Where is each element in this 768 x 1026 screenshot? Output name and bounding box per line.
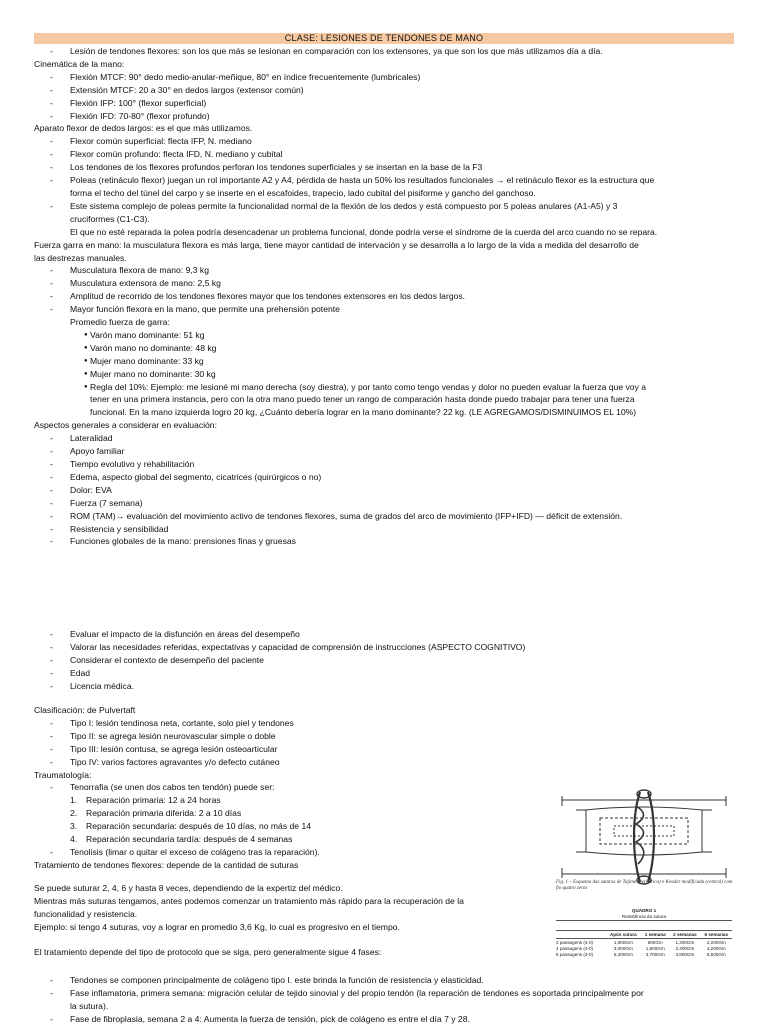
table-cell: 1,200Gm xyxy=(675,939,695,945)
section-heading: Cinemática de la mano: xyxy=(34,58,125,69)
table-cell: 1,800Gm xyxy=(645,945,665,951)
list-item: - Valorar las necesidades referidas, expectativas y capacidad de comprensión de instrucciones (ASPECTO COGNITIVO) xyxy=(34,641,736,654)
tajima-peripheral-suture xyxy=(634,792,654,882)
bullet-item: ● Mujer mano no dominante: 30 kg xyxy=(34,368,736,381)
list-item: - Este sistema complejo de poleas permite la funcionalidad normal de la flexión de los dedos y está compuesto por 5 poleas anulares (A1-A5) y 3 xyxy=(34,200,736,213)
section-heading: Clasificación: de Pulvertaft xyxy=(34,705,136,715)
table-cell: 6,500Gm xyxy=(706,951,726,957)
section-heading: Aparato flexor de dedos largos: es el que más utilizamos. xyxy=(34,123,253,134)
list-item: - Fase de fibroplasia, semana 2 a 4: Aumenta la fuerza de tensión, pick de colágeno es entre el día 7 y 28. xyxy=(34,1013,736,1026)
numbered-item: 4. Reparación secundaria tardía: después de 4 semanas xyxy=(70,834,293,845)
list-item: - Poleas (retináculo flexor) juegan un rol importante A2 y A4, pérdida de hasta un 50% los resultados funcionales → el retináculo flexor es la estructura que xyxy=(34,174,736,187)
table-cell: 5,400Gm xyxy=(613,951,633,957)
list-item: - Considerar el contexto de desempeño del paciente xyxy=(34,654,736,667)
section-heading: Aspectos generales a considerar en evaluación: xyxy=(34,420,217,431)
table-cell: 4 passagens (4-0) xyxy=(556,945,594,951)
paragraph: Se puede suturar 2, 4, 6 y hasta 8 veces, dependiendo de la expertiz del médico. xyxy=(34,883,343,893)
paragraph: El que no esté reparada la polea podría desencadenar un problema funcional, donde podría verse el síndrome de la cuerda del arco cuando no se repara. xyxy=(70,226,658,237)
section-evaluation xyxy=(34,628,736,693)
table-row xyxy=(556,951,732,957)
list-item: - Tendones se componen principalmente de colágeno tipo I. este brinda la función de resistencia y elasticidad. xyxy=(34,974,736,987)
table-cell: 1,000Gm xyxy=(613,939,633,945)
list-item-continuation: cruciformes (C1-C3). xyxy=(70,213,150,224)
table-header-cell: 6 semanas xyxy=(701,931,732,939)
table-header-cell: 1 semana xyxy=(641,931,669,939)
section-flexor-overview xyxy=(34,45,736,548)
bullet-continuation: funcional. En la mano izquierda logro 20 kg, ¿Cuánto debería lograr en la mano dominante? 22 kg. (LE AGREGAMOS/DISMINUIMOS EL 10%) xyxy=(90,407,637,418)
list-item: - Flexión IFD: 70-80° (flexor profundo) xyxy=(34,110,736,123)
paragraph: funcionalidad y resistencia. xyxy=(34,908,138,919)
table-cell: 4,200Gm xyxy=(706,945,726,951)
table-header-cell xyxy=(556,931,605,939)
list-item: - Tipo III: lesión contusa, se agrega lesión osteoarticular xyxy=(34,743,736,756)
document-title: CLASE: LESIONES DE TENDONES DE MANO xyxy=(34,33,734,44)
table-title: QUADRO 1 xyxy=(631,908,657,913)
paragraph: las destrezas manuales. xyxy=(34,252,127,263)
list-item: - Flexión MTCF: 90° dedo medio-anular-meñique, 80° en índice frecuentemente (lumbricales) xyxy=(34,71,736,84)
section-sutures xyxy=(34,882,548,959)
list-item: - Licencia médica. xyxy=(34,680,736,693)
bullet-item: ● Varón mano no dominante: 48 kg xyxy=(34,342,736,355)
list-item: - Tipo I: lesión tendinosa neta, cortante, solo piel y tendones xyxy=(34,717,736,730)
list-item: - Edema, aspecto global del segmento, cicatrices (quirúrgicos o no) xyxy=(34,471,736,484)
numbered-item: 3. Reparación secundaria: después de 10 días, no más de 14 xyxy=(70,821,312,832)
list-item: - Edad xyxy=(34,667,736,680)
table-cell: 900Gm xyxy=(647,939,663,945)
list-item: - Flexión IFP: 100° (flexor superficial) xyxy=(34,97,736,110)
list-item: - Fuerza (7 semana) xyxy=(34,497,736,510)
paragraph: Mientras más suturas tengamos, antes podemos comenzar un tratamiento más rápido para la recuperación de la xyxy=(34,895,464,906)
list-item-continuation: Promedio fuerza de garra: xyxy=(70,317,170,328)
table-cell: 3,600Gm xyxy=(675,951,695,957)
list-item: - Los tendones de los flexores profundos perforan los tendones superficiales y se insertan en la base de la F3 xyxy=(34,161,736,174)
table-cell: 2,200Gm xyxy=(706,939,726,945)
table-header-cell: 2 semanas xyxy=(669,931,700,939)
kessler-core-suture xyxy=(600,818,688,844)
suture-diagram xyxy=(556,786,732,888)
list-item: - Apoyo familiar xyxy=(34,445,736,458)
list-item: - Musculatura extensora de mano: 2,5 kg xyxy=(34,277,736,290)
list-item: - Tipo IV: varios factores agravantes y/o defecto cutáneo xyxy=(34,756,736,769)
section-phases xyxy=(34,974,736,1026)
table-cell: 3,000Gm xyxy=(613,945,633,951)
numbered-item: 2. Reparación primaria diferida: 2 a 10 días xyxy=(70,808,242,819)
table-cell: 2,400Gm xyxy=(675,945,695,951)
list-item: - Fase inflamatoria, primera semana: migración celular de tejido sinovial y del propio tendón (la reparación de tendones es soportada principalmente por xyxy=(34,987,736,1000)
list-item: - Dolor: EVA xyxy=(34,484,736,497)
bullet-continuation: tener en una primera instancia, pero con la otra mano puedo tener un rango de comparación hasta donde puedo trabajar para tener una fuerza xyxy=(90,394,635,405)
numbered-item: 1. Reparación primaria: 12 a 24 horas xyxy=(70,795,221,806)
list-item: - Lateralidad xyxy=(34,432,736,445)
table-subtitle: Resistência da sutura xyxy=(556,914,732,921)
suture-strength-table xyxy=(556,908,732,957)
list-item: - Tipo II: se agrega lesión neurovascular simple o doble xyxy=(34,730,736,743)
paragraph: El tratamiento depende del tipo de protocolo que se siga, pero generalmente sigue 4 fases: xyxy=(34,946,382,957)
table-cell: 3,700Gm xyxy=(645,951,665,957)
paragraph: Ejemplo: si tengo 4 suturas, voy a lograr en promedio 3,6 Kg, lo cual es progresivo en el tiempo. xyxy=(34,921,400,932)
list-item: - ROM (TAM)→ evaluación del movimiento activo de tendones flexores, suma de grados del arco de movimiento (IFP+IFD) — déficit de extensión. xyxy=(34,510,736,523)
bullet-item: ● Regla del 10%: Ejemplo: me lesioné mi mano derecha (soy diestra), y por tanto como tengo vendas y dolor no pueden evaluar la fuerza que voy a xyxy=(34,381,736,394)
list-item: - Resistencia y sensibilidad xyxy=(34,523,736,536)
list-item: - Lesión de tendones flexores: son los que más se lesionan en comparación con los extensores, ya que son los que más utilizamos día a día. xyxy=(34,45,736,58)
list-item: - Amplitud de recorrido de los tendones flexores mayor que los tendones extensores en los dedos largos. xyxy=(34,290,736,303)
table-cell: 2 passagens (4-0) xyxy=(556,939,594,945)
list-item: - Tenolisis (limar o quitar el exceso de colágeno tras la reparación). xyxy=(34,846,736,859)
list-item: - Mayor función flexora en la mano, que permite una prehensión potente xyxy=(34,303,736,316)
list-item: - Flexor común profundo: flecta IFD, N. mediano y cubital xyxy=(34,148,736,161)
section-heading: Traumatología: xyxy=(34,769,92,780)
list-item: - Flexor común superficial: flecta IFP, N. mediano xyxy=(34,135,736,148)
list-item: - Musculatura flexora de mano: 9,3 kg xyxy=(34,264,736,277)
list-item: - Tenorrafia (se unen dos cabos ten tendón) puede ser: xyxy=(34,781,736,794)
paragraph: Fuerza garra en mano: la musculatura flexora es más larga, tiene mayor cantidad de intervación y se desarrolla a lo largo de la vida a medida del desarrollo de xyxy=(34,239,639,250)
table-cell: 6 passagens (4-0) xyxy=(556,951,594,957)
bullet-item: ● Mujer mano dominante: 33 kg xyxy=(34,355,736,368)
table xyxy=(556,930,732,957)
section-heading: Tratamiento de tendones flexores: depende de la cantidad de suturas xyxy=(34,859,299,870)
table-header-cell: Após sutura xyxy=(605,931,641,939)
list-item: - Evaluar el impacto de la disfunción en áreas del desempeño xyxy=(34,628,736,641)
list-item: - Extensión MTCF: 20 a 30° en dedos largos (extensor común) xyxy=(34,84,736,97)
list-item: - Tiempo evolutivo y rehabilitación xyxy=(34,458,736,471)
table-header-row xyxy=(556,931,732,939)
figure-caption: Fig. 1 – Esquema das suturas de Tajima (periférica) e Kessler modificada (central) com fio quatro zeros xyxy=(556,880,733,891)
list-item-continuation: la sutura). xyxy=(70,1000,109,1011)
list-item: - Funciones globales de la mano: prensiones finas y gruesas xyxy=(34,535,736,548)
list-item-continuation: forma el techo del túnel del carpo y se inserte en el escafoides, trapecio, lado cubital del pisiforme y gancho del ganchoso. xyxy=(70,187,536,198)
bullet-item: ● Varón mano dominante: 51 kg xyxy=(34,329,736,342)
